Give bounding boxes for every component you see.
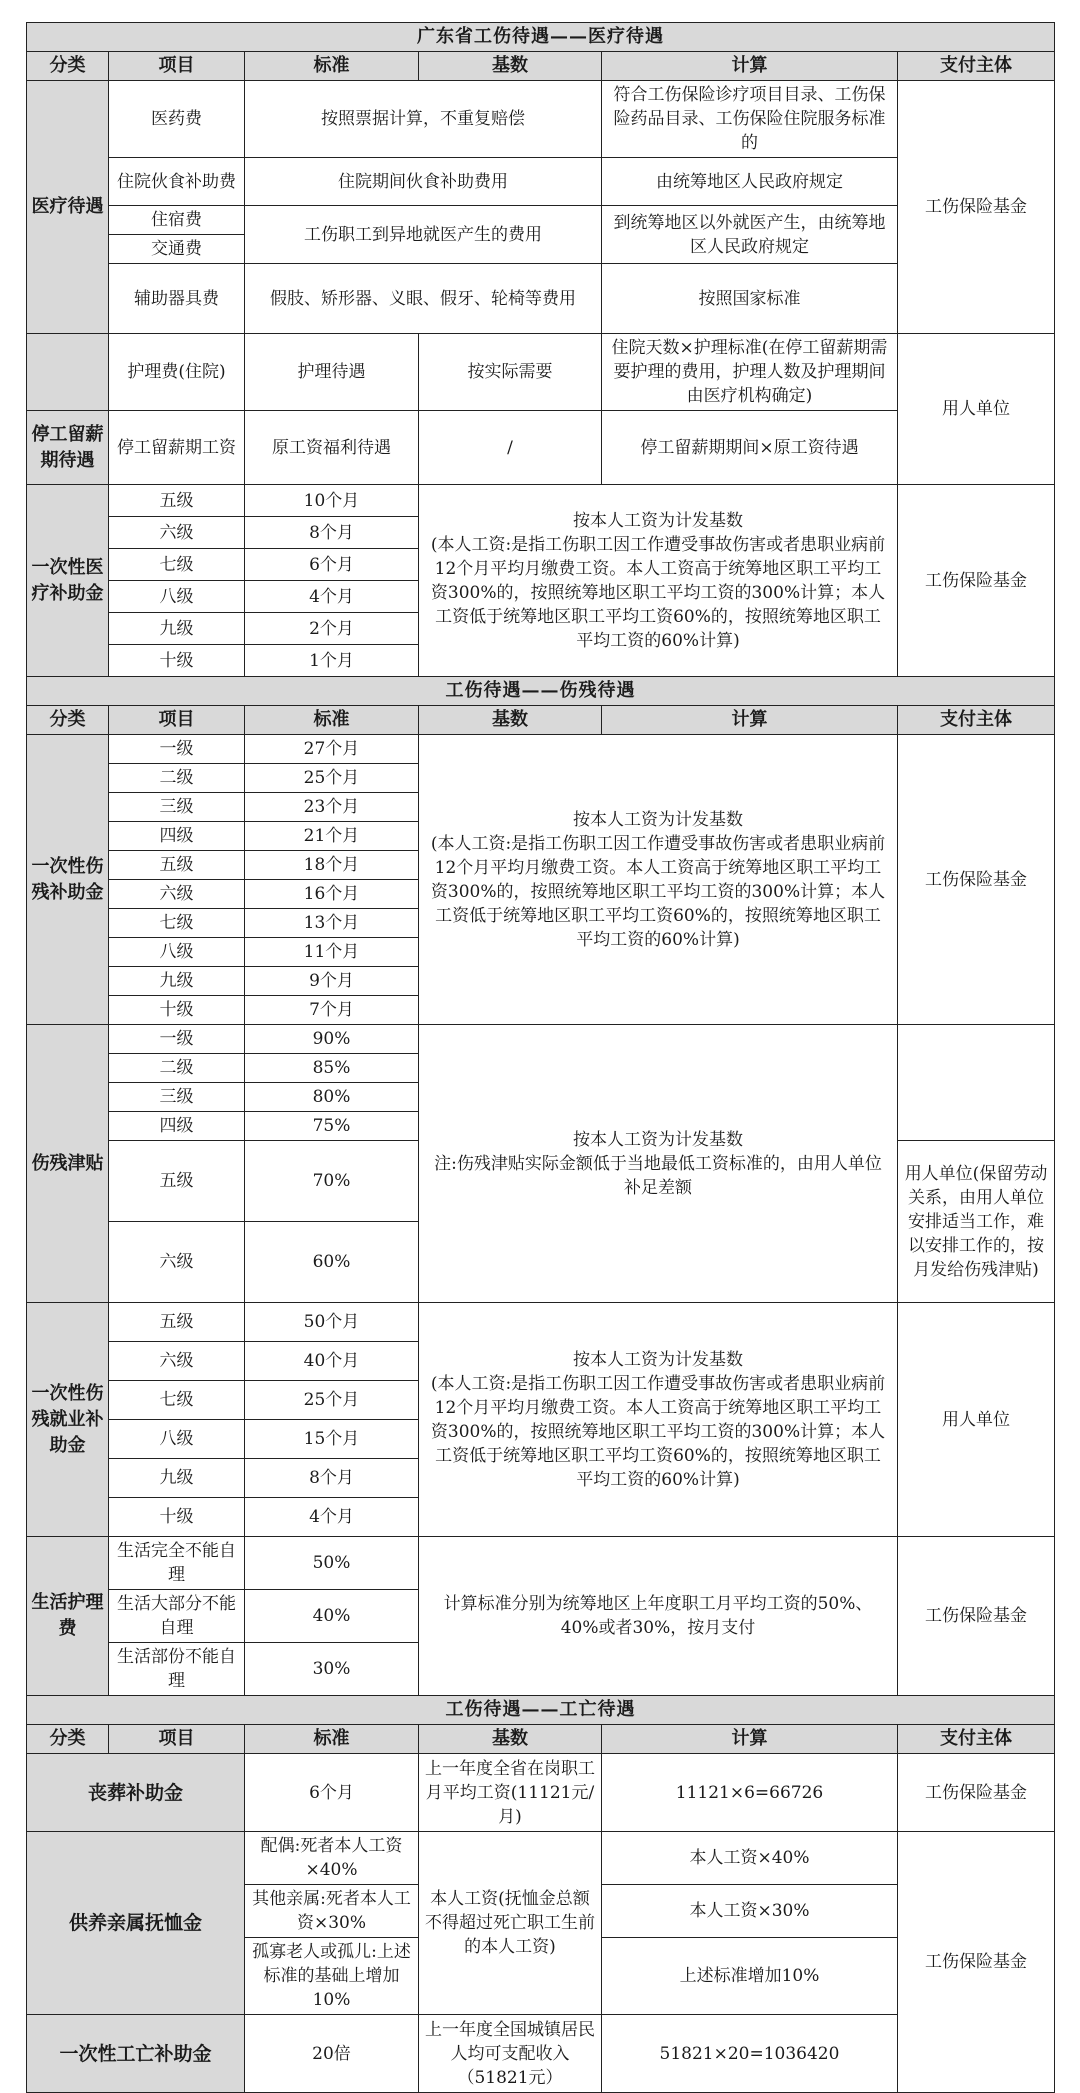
meal-allowance-calc: 由统筹地区人民政府规定 [602,158,898,206]
funeral-base: 上一年度全省在岗职工月平均工资(11121元/月) [419,1754,602,1832]
death-header-row [27,1725,1055,1754]
paid-leave-calc: 停工留薪期期间×原工资待遇 [602,411,898,485]
nursing-paidleave-payer: 用人单位 [898,334,1055,485]
lump-disability-months: 27个月 [245,735,419,764]
employment-months: 4个月 [245,1498,419,1537]
category-lump-medical: 一次性医疗补助金 [27,485,109,677]
employment-grade: 七级 [109,1381,245,1420]
lumpmed-grade: 十级 [109,645,245,677]
allowance-grade: 六级 [109,1222,245,1303]
employment-months: 40个月 [245,1342,419,1381]
lump-disability-grade: 二级 [109,764,245,793]
aid-device-calc: 按照国家标准 [602,264,898,334]
nursing-fee-base: 按实际需要 [419,334,602,411]
paid-leave-standard: 原工资福利待遇 [245,411,419,485]
header-payer: 支付主体 [898,1725,1055,1754]
allowance-note-title: 按本人工资为计发基数 [573,1129,743,1150]
allowance-payer-top [898,1025,1055,1141]
employment-months: 50个月 [245,1303,419,1342]
employment-months: 25个月 [245,1381,419,1420]
header-standard: 标准 [245,52,419,81]
medical-payer: 工伤保险基金 [898,81,1055,334]
header-item: 项目 [109,52,245,81]
allowance-pct: 75% [245,1112,419,1141]
header-standard: 标准 [245,706,419,735]
lump-disability-months: 7个月 [245,996,419,1025]
category-medical: 医疗待遇 [27,81,109,334]
lump-disability-months: 25个月 [245,764,419,793]
lump-disability-payer: 工伤保险基金 [898,735,1055,1025]
drug-fee-calc: 符合工伤保险诊疗项目目录、工伤保险药品目录、工伤保险住院服务标准的 [602,81,898,158]
category-medical-nursing [27,334,109,411]
lump-disability-grade: 五级 [109,851,245,880]
lump-death-standard: 20倍 [245,2015,419,2093]
lump-disability-months: 21个月 [245,822,419,851]
allowance-note [419,1025,898,1303]
category-paid-leave: 停工留薪期待遇 [27,411,109,485]
disability-section-title: 工伤待遇——伤残待遇 [27,677,1055,706]
header-base: 基数 [419,706,602,735]
care-pct: 30% [245,1643,419,1696]
category-dependent-pension: 供养亲属抚恤金 [27,1832,245,2015]
pension-std-spouse: 配偶:死者本人工资×40% [245,1832,419,1885]
meal-allowance-item: 住院伙食补助费 [109,158,245,206]
lump-disability-grade: 四级 [109,822,245,851]
category-care-fee: 生活护理费 [27,1537,109,1696]
lump-disability-months: 11个月 [245,938,419,967]
lump-disability-grade: 七级 [109,909,245,938]
lumpmed-payer: 工伤保险基金 [898,485,1055,677]
lumpmed-grade: 五级 [109,485,245,517]
header-category: 分类 [27,1725,109,1754]
lump-disability-note-title: 按本人工资为计发基数 [573,809,743,830]
lump-disability-grade: 八级 [109,938,245,967]
header-calculation: 计算 [602,52,898,81]
header-base: 基数 [419,1725,602,1754]
category-employment-subsidy: 一次性伤残就业补助金 [27,1303,109,1537]
employment-note-body: (本人工资:是指工伤职工因工作遭受事故伤害或者患职业病前12个月平均月缴费工资。本人工资高于统筹地区职工平均工资300%的，按照统筹地区职工平均工资的300%计算；本人工资低于统筹地区职工平均工资60%的，按照统筹地区职工平均工资的60%计算) [430,1373,886,1490]
employment-grade: 五级 [109,1303,245,1342]
allowance-grade: 一级 [109,1025,245,1054]
lump-disability-months: 13个月 [245,909,419,938]
allowance-grade: 二级 [109,1054,245,1083]
lump-disability-months: 9个月 [245,967,419,996]
funeral-standard: 6个月 [245,1754,419,1832]
header-base: 基数 [419,52,602,81]
pension-base: 本人工资(抚恤金总额不得超过死亡职工生前的本人工资) [419,1832,602,2015]
employment-grade: 十级 [109,1498,245,1537]
nursing-fee-standard: 护理待遇 [245,334,419,411]
lumpmed-months: 1个月 [245,645,419,677]
allowance-pct: 60% [245,1222,419,1303]
lump-disability-grade: 九级 [109,967,245,996]
death-section-title: 工伤待遇——工亡待遇 [27,1696,1055,1725]
allowance-pct: 85% [245,1054,419,1083]
lump-death-base: 上一年度全国城镇居民人均可支配收入（51821元） [419,2015,602,2093]
benefits-table [26,22,1055,2093]
header-item: 项目 [109,1725,245,1754]
category-lump-disability: 一次性伤残补助金 [27,735,109,1025]
employment-note-title: 按本人工资为计发基数 [573,1349,743,1370]
pension-payer: 工伤保险基金 [898,1832,1055,2093]
header-calculation: 计算 [602,1725,898,1754]
lump-death-calc: 51821×20=1036420 [602,2015,898,2093]
care-item: 生活大部分不能自理 [109,1590,245,1643]
employment-grade: 九级 [109,1459,245,1498]
category-disability-allowance: 伤残津贴 [27,1025,109,1303]
header-payer: 支付主体 [898,52,1055,81]
drug-fee-item: 医药费 [109,81,245,158]
header-standard: 标准 [245,1725,419,1754]
lumpmed-grade: 七级 [109,549,245,581]
lumpmed-note-body: (本人工资:是指工伤职工因工作遭受事故伤害或者患职业病前12个月平均月缴费工资。本人工资高于统筹地区职工平均工资300%的，按照统筹地区职工平均工资的300%计算；本人工资低于统筹地区职工平均工资60%的，按照统筹地区职工平均工资的60%计算) [430,534,886,651]
drug-fee-standard: 按照票据计算，不重复赔偿 [245,81,602,158]
lumpmed-months: 8个月 [245,517,419,549]
lump-disability-grade: 一级 [109,735,245,764]
nursing-fee-item: 护理费(住院) [109,334,245,411]
lumpmed-grade: 六级 [109,517,245,549]
lumpmed-months: 2个月 [245,613,419,645]
care-item: 生活完全不能自理 [109,1537,245,1590]
lumpmed-note [419,485,898,677]
lump-disability-months: 18个月 [245,851,419,880]
employment-grade: 八级 [109,1420,245,1459]
care-note: 计算标准分别为统筹地区上年度职工月平均工资的50%、40%或者30%，按月支付 [419,1537,898,1696]
aid-device-standard: 假肢、矫形器、义眼、假牙、轮椅等费用 [245,264,602,334]
pension-calc-spouse: 本人工资×40% [602,1832,898,1885]
header-calculation: 计算 [602,706,898,735]
care-payer: 工伤保险基金 [898,1537,1055,1696]
lodging-transport-calc: 到统筹地区以外就医产生，由统筹地区人民政府规定 [602,206,898,264]
allowance-payer-employer: 用人单位(保留劳动关系，由用人单位安排适当工作，难以安排工作的，按月发给伤残津贴) [898,1141,1055,1303]
pension-calc-orphan: 上述标准增加10% [602,1938,898,2015]
transport-fee-item: 交通费 [109,235,245,264]
paid-leave-base: / [419,411,602,485]
pension-calc-other: 本人工资×30% [602,1885,898,1938]
allowance-pct: 70% [245,1141,419,1222]
pension-std-other: 其他亲属:死者本人工资×30% [245,1885,419,1938]
employment-note [419,1303,898,1537]
header-category: 分类 [27,706,109,735]
nursing-fee-calc: 住院天数×护理标准(在停工留薪期需要护理的费用，护理人数及护理期间由医疗机构确定) [602,334,898,411]
allowance-grade: 四级 [109,1112,245,1141]
aid-device-item: 辅助器具费 [109,264,245,334]
header-payer: 支付主体 [898,706,1055,735]
allowance-note-body: 注:伤残津贴实际金额低于当地最低工资标准的，由用人单位补足差额 [434,1153,882,1198]
funeral-calc: 11121×6=66726 [602,1754,898,1832]
care-pct: 40% [245,1590,419,1643]
lumpmed-months: 6个月 [245,549,419,581]
lump-disability-note-body: (本人工资:是指工伤职工因工作遭受事故伤害或者患职业病前12个月平均月缴费工资。本人工资高于统筹地区职工平均工资300%的，按照统筹地区职工平均工资的300%计算；本人工资低于统筹地区职工平均工资60%的，按照统筹地区职工平均工资的60%计算) [430,833,886,950]
employment-months: 8个月 [245,1459,419,1498]
lump-disability-months: 23个月 [245,793,419,822]
employment-payer: 用人单位 [898,1303,1055,1537]
allowance-grade: 五级 [109,1141,245,1222]
lumpmed-note-title: 按本人工资为计发基数 [573,510,743,531]
lumpmed-grade: 八级 [109,581,245,613]
employment-grade: 六级 [109,1342,245,1381]
pension-std-orphan: 孤寡老人或孤儿:上述标准的基础上增加10% [245,1938,419,2015]
meal-allowance-standard: 住院期间伙食补助费用 [245,158,602,206]
lump-disability-months: 16个月 [245,880,419,909]
care-item: 生活部份不能自理 [109,1643,245,1696]
medical-header-row [27,52,1055,81]
category-lump-death: 一次性工亡补助金 [27,2015,245,2093]
benefits-document [26,22,1054,2093]
paid-leave-item: 停工留薪期工资 [109,411,245,485]
header-category: 分类 [27,52,109,81]
lodging-transport-standard: 工伤职工到异地就医产生的费用 [245,206,602,264]
allowance-pct: 80% [245,1083,419,1112]
lumpmed-months: 10个月 [245,485,419,517]
lump-disability-note [419,735,898,1025]
allowance-grade: 三级 [109,1083,245,1112]
lodging-fee-item: 住宿费 [109,206,245,235]
lump-disability-grade: 十级 [109,996,245,1025]
disability-header-row [27,706,1055,735]
category-funeral: 丧葬补助金 [27,1754,245,1832]
allowance-pct: 90% [245,1025,419,1054]
care-pct: 50% [245,1537,419,1590]
medical-section-title: 广东省工伤待遇——医疗待遇 [27,23,1055,52]
lumpmed-months: 4个月 [245,581,419,613]
lump-disability-grade: 六级 [109,880,245,909]
lumpmed-grade: 九级 [109,613,245,645]
header-item: 项目 [109,706,245,735]
employment-months: 15个月 [245,1420,419,1459]
lump-disability-grade: 三级 [109,793,245,822]
funeral-payer: 工伤保险基金 [898,1754,1055,1832]
